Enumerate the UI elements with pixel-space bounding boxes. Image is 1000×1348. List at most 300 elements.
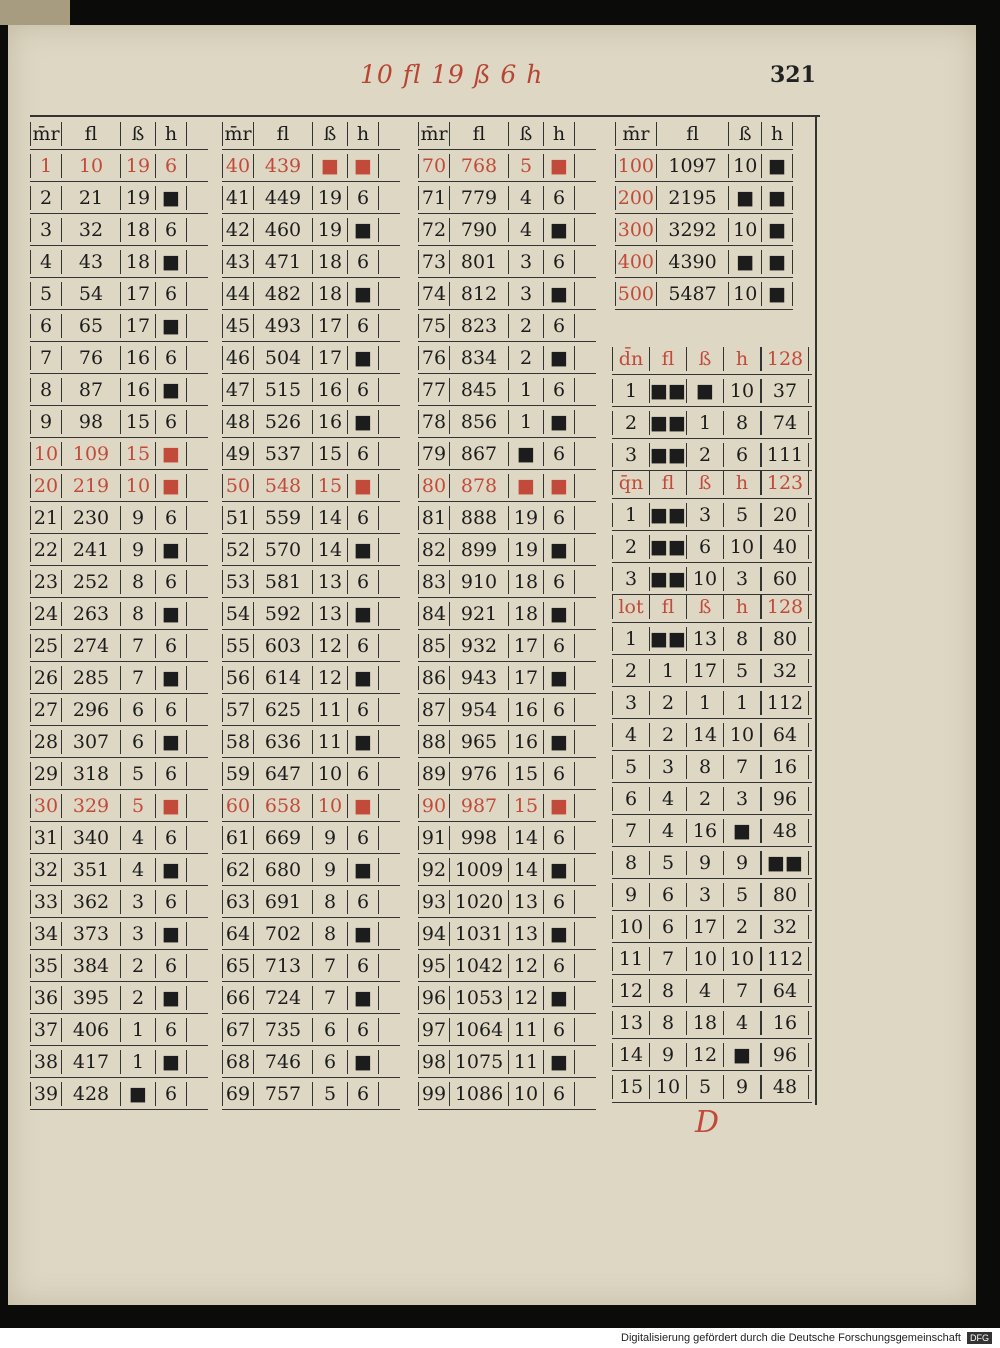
table-cell: 2 [686,443,723,467]
table-cell: 17 [686,915,723,939]
table-column-4 [615,118,793,310]
table-cell: 13 [612,1011,649,1035]
header-cell: fl [61,122,120,146]
table-cell: 45 [222,314,253,338]
table-cell: 1 [508,378,543,402]
table-cell: ■ [347,602,379,626]
table-row [222,470,400,502]
table-cell: 16 [761,1011,809,1035]
table-cell: 13 [508,890,543,914]
column-header-row [30,118,208,150]
table-row [418,790,596,822]
table-row [418,438,596,470]
table-cell: ■ [543,858,575,882]
table-cell: 548 [253,474,312,498]
table-row [30,1014,208,1046]
sub-table-row [612,847,812,879]
table-cell: 6 [543,314,575,338]
table-cell: 8 [686,755,723,779]
table-cell: 6 [120,730,155,754]
table-cell: 11 [612,947,649,971]
header-cell: m̄r [30,122,61,146]
table-cell: ■ [155,474,187,498]
table-cell: 15 [508,762,543,786]
table-row [418,342,596,374]
table-cell: 32 [761,659,809,683]
table-row [222,214,400,246]
sub-table-1 [612,343,812,471]
table-cell: 67 [222,1018,253,1042]
table-cell: 8 [120,602,155,626]
table-cell: 1 [649,659,686,683]
table-cell: 65 [222,954,253,978]
table-cell: 6 [543,250,575,274]
table-cell: 87 [61,378,120,402]
table-cell: 10 [312,794,347,818]
table-row [418,374,596,406]
header-cell: m̄r [615,122,656,146]
table-cell: 603 [253,634,312,658]
table-cell: 351 [61,858,120,882]
table-cell: 36 [30,986,61,1010]
table-cell: 14 [508,826,543,850]
table-cell: 4 [649,787,686,811]
table-cell: ■ [155,794,187,818]
table-cell: 100 [615,154,656,178]
table-cell: 54 [61,282,120,306]
table-cell: 5 [723,503,761,527]
table-cell: 12 [312,666,347,690]
table-cell: 274 [61,634,120,658]
table-cell: 4 [612,723,649,747]
table-cell: 81 [418,506,449,530]
header-cell: 128 [761,347,809,371]
page-header-title: 10 fl 19 ß 6 h [360,60,544,89]
table-cell: 888 [449,506,508,530]
table-cell: ■ [508,474,543,498]
header-cell: h [723,595,761,619]
table-cell: 27 [30,698,61,722]
table-cell: 768 [449,154,508,178]
table-cell: 6 [723,443,761,467]
table-cell: 6 [155,218,187,242]
table-cell: 19 [312,186,347,210]
table-column-1 [30,118,208,1110]
table-cell: ■ [508,442,543,466]
table-cell: 21 [61,186,120,210]
table-cell: 40 [761,535,809,559]
table-cell: 10 [30,442,61,466]
table-cell: 10 [728,282,761,306]
table-cell: ■ [155,858,187,882]
table-cell: 10 [728,218,761,242]
table-cell: 3 [612,443,649,467]
table-cell: 37 [30,1018,61,1042]
table-cell: 735 [253,1018,312,1042]
table-cell: 98 [61,410,120,434]
table-cell: 500 [615,282,656,306]
table-cell: 98 [418,1050,449,1074]
table-cell: 54 [222,602,253,626]
table-cell: 976 [449,762,508,786]
table-cell: 16 [686,819,723,843]
table-cell: 52 [222,538,253,562]
table-row [30,246,208,278]
table-cell: 6 [347,250,379,274]
table-cell: 8 [120,570,155,594]
table-cell: 10 [508,1082,543,1106]
table-cell: 1 [120,1050,155,1074]
table-cell: 18 [312,282,347,306]
table-row [418,726,596,758]
table-row [222,694,400,726]
table-cell: ■ [155,250,187,274]
column-header-row [615,118,793,150]
table-cell: 85 [418,634,449,658]
table-cell: 2 [686,787,723,811]
table-cell: ■ [347,410,379,434]
table-row [30,342,208,374]
table-cell: 899 [449,538,508,562]
table-cell: 4 [723,1011,761,1035]
table-cell: 19 [508,538,543,562]
table-cell: 1097 [656,154,729,178]
table-cell: 28 [30,730,61,754]
table-cell: 17 [508,634,543,658]
table-row [30,214,208,246]
table-cell: 3292 [656,218,729,242]
table-cell: 93 [418,890,449,914]
table-cell: 6 [612,787,649,811]
table-row [30,950,208,982]
table-cell: ■ [155,538,187,562]
table-cell: 34 [30,922,61,946]
sub-table-row [612,1007,812,1039]
table-cell: 362 [61,890,120,914]
table-cell: 1064 [449,1018,508,1042]
table-cell: 6 [155,410,187,434]
table-cell: 11 [312,730,347,754]
table-row [418,950,596,982]
table-cell: ■ [543,986,575,1010]
table-cell: ■ [723,819,761,843]
table-cell: 2 [649,691,686,715]
table-cell: 3 [612,567,649,591]
table-cell: 4 [120,826,155,850]
table-cell: 1020 [449,890,508,914]
catchword: D [695,1105,720,1140]
table-cell: 66 [222,986,253,1010]
table-cell: 7 [612,819,649,843]
table-cell: 16 [312,410,347,434]
table-cell: ■ [543,282,575,306]
table-cell: ■ [347,218,379,242]
table-cell: 921 [449,602,508,626]
table-cell: 11 [508,1050,543,1074]
table-cell: 10 [686,947,723,971]
table-cell: 669 [253,826,312,850]
table-cell: 910 [449,570,508,594]
table-cell: 4 [649,819,686,843]
table-row [30,438,208,470]
table-cell: 5 [612,755,649,779]
table-row [30,534,208,566]
table-row [30,406,208,438]
table-cell: ■ [543,602,575,626]
table-cell: 3 [120,890,155,914]
table-cell: ■ [347,794,379,818]
table-column-2 [222,118,400,1110]
dfg-logo: DFG [967,1332,992,1344]
table-row [222,310,400,342]
table-cell: 44 [222,282,253,306]
table-cell: ■ [728,250,761,274]
table-cell: 61 [222,826,253,850]
table-row [418,630,596,662]
table-cell: 724 [253,986,312,1010]
table-cell: 10 [723,535,761,559]
table-row [418,918,596,950]
header-cell: h [723,471,761,495]
table-cell: 230 [61,506,120,530]
table-cell: 86 [418,666,449,690]
table-cell: 943 [449,666,508,690]
table-cell: 592 [253,602,312,626]
table-cell: 263 [61,602,120,626]
table-cell: 965 [449,730,508,754]
table-row [418,854,596,886]
table-cell: 64 [761,723,809,747]
table-cell: 1 [723,691,761,715]
table-cell: 4 [120,858,155,882]
header-cell: ß [686,471,723,495]
table-row [222,1078,400,1110]
table-cell: ■ [543,730,575,754]
table-cell: 75 [418,314,449,338]
table-cell: 1 [686,411,723,435]
table-cell: 32 [761,915,809,939]
table-cell: ■ [543,794,575,818]
table-cell: 16 [508,698,543,722]
table-row [30,758,208,790]
table-cell: 88 [418,730,449,754]
table-cell: 14 [508,858,543,882]
table-cell: 7 [30,346,61,370]
table-cell: 6 [155,154,187,178]
table-cell: ■ [347,282,379,306]
table-cell: 6 [347,1018,379,1042]
table-cell: 15 [120,410,155,434]
table-cell: 72 [418,218,449,242]
table-cell: 6 [543,570,575,594]
table-cell: ■ [347,154,379,178]
table-row [222,790,400,822]
table-cell: 504 [253,346,312,370]
table-cell: 998 [449,826,508,850]
table-cell: 8 [30,378,61,402]
table-cell: 6 [543,506,575,530]
table-cell: 7 [723,755,761,779]
table-cell: 713 [253,954,312,978]
table-cell: 17 [312,346,347,370]
table-top-rule [30,115,820,117]
table-cell: 10 [686,567,723,591]
table-cell: 58 [222,730,253,754]
table-cell: 48 [222,410,253,434]
table-row [222,854,400,886]
header-cell: fl [649,595,686,619]
table-row [30,694,208,726]
table-cell: 746 [253,1050,312,1074]
table-row [30,854,208,886]
table-cell: ■ [347,474,379,498]
table-cell: 1075 [449,1050,508,1074]
table-row [418,182,596,214]
table-cell: 25 [30,634,61,658]
table-cell: 241 [61,538,120,562]
table-cell: 8 [723,411,761,435]
table-cell: 23 [30,570,61,594]
table-cell: 60 [761,567,809,591]
table-cell: 33 [30,890,61,914]
table-cell: 16 [761,755,809,779]
table-row [222,822,400,854]
table-cell: 9 [612,883,649,907]
table-cell: 96 [418,986,449,1010]
table-cell: 80 [761,883,809,907]
table-row [222,950,400,982]
table-row [222,406,400,438]
table-cell: 112 [761,947,809,971]
table-cell: 64 [222,922,253,946]
table-cell: 10 [612,915,649,939]
table-row [418,1078,596,1110]
table-cell: 51 [222,506,253,530]
table-cell: 581 [253,570,312,594]
table-cell: 4 [508,218,543,242]
table-row [418,470,596,502]
table-cell: 76 [418,346,449,370]
table-cell: ■ [347,730,379,754]
table-row [222,1014,400,1046]
table-cell: 1 [686,691,723,715]
table-cell: 19 [508,506,543,530]
table-cell: 7 [120,666,155,690]
table-cell: 6 [120,698,155,722]
table-cell: 878 [449,474,508,498]
table-cell: 29 [30,762,61,786]
table-cell: 82 [418,538,449,562]
header-cell: lot [612,595,649,619]
table-cell: 10 [120,474,155,498]
table-cell: 7 [312,986,347,1010]
table-cell: 6 [543,954,575,978]
table-cell: 18 [312,250,347,274]
table-row [418,694,596,726]
table-cell: 8 [312,922,347,946]
table-cell: ■ [155,602,187,626]
table-row [222,982,400,1014]
table-cell: 20 [30,474,61,498]
table-cell: ■ [761,218,793,242]
header-cell: h [543,122,575,146]
table-cell: 43 [222,250,253,274]
table-cell: 35 [30,954,61,978]
table-cell: 41 [222,186,253,210]
table-cell: 5 [312,1082,347,1106]
table-cell: 6 [312,1050,347,1074]
table-cell: 9 [120,506,155,530]
table-row [30,918,208,950]
table-row [615,150,793,182]
table-cell: 856 [449,410,508,434]
table-cell: 10 [649,1075,686,1099]
table-row [418,1014,596,1046]
table-row [418,534,596,566]
table-cell: ■ [543,1050,575,1074]
footer-bar [0,1328,1000,1348]
table-row [222,534,400,566]
table-row [418,566,596,598]
table-cell: 9 [312,858,347,882]
table-cell: ■ [543,154,575,178]
table-cell: ■ [347,986,379,1010]
table-row [222,918,400,950]
header-cell: fl [656,122,729,146]
table-cell: 9 [30,410,61,434]
table-cell: 285 [61,666,120,690]
table-cell: 18 [120,250,155,274]
table-cell: 42 [222,218,253,242]
table-cell: 64 [761,979,809,1003]
table-row [418,502,596,534]
table-cell: 6 [347,314,379,338]
table-cell: 7 [120,634,155,658]
table-cell: 109 [61,442,120,466]
table-cell: 15 [508,794,543,818]
sub-table-2 [612,467,812,595]
header-cell: fl [649,347,686,371]
table-cell: ■ [120,1082,155,1106]
table-cell: 95 [418,954,449,978]
table-cell: 12 [508,954,543,978]
table-cell: 14 [312,538,347,562]
table-cell: 99 [418,1082,449,1106]
table-cell: 6 [686,535,723,559]
table-row [418,886,596,918]
table-cell: ■ [155,666,187,690]
table-cell: 17 [508,666,543,690]
table-cell: 636 [253,730,312,754]
table-cell: 39 [30,1082,61,1106]
table-cell: 6 [155,954,187,978]
table-row [30,982,208,1014]
table-row [30,502,208,534]
table-cell: ■ [543,666,575,690]
table-cell: 91 [418,826,449,850]
table-cell: 318 [61,762,120,786]
sub-table-row [612,783,812,815]
table-cell: 65 [61,314,120,338]
table-cell: 954 [449,698,508,722]
table-cell: 7 [312,954,347,978]
header-cell: h [761,122,793,146]
table-cell: 6 [155,762,187,786]
header-cell: fl [649,471,686,495]
table-cell: 1 [30,154,61,178]
table-cell: 6 [155,1082,187,1106]
table-cell: 4390 [656,250,729,274]
